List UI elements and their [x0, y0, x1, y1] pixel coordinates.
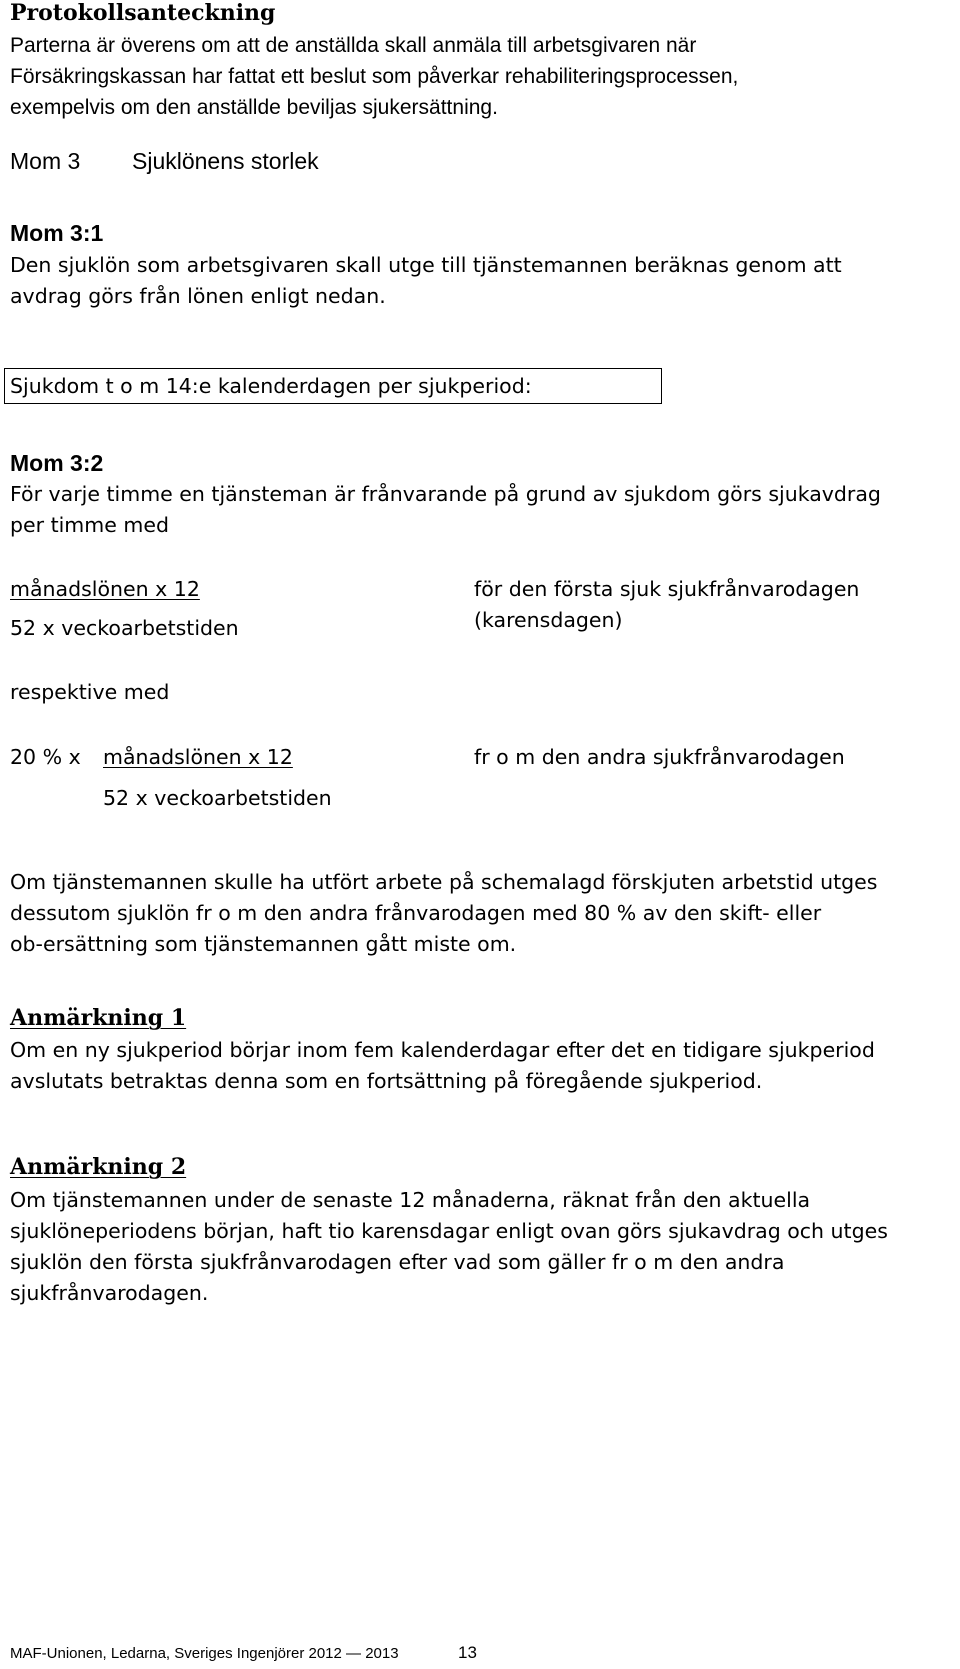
- note1-line: avslutats betraktas denna som en fortsättning på föregående sjukperiod.: [10, 1069, 763, 1093]
- protocol-text: [10, 30, 738, 123]
- respektive-text: respektive med: [10, 680, 170, 704]
- note1-line: Om en ny sjukperiod börjar inom fem kalenderdagar efter det en tidigare sjukperiod: [10, 1038, 875, 1062]
- mom3-1-line: Den sjuklön som arbetsgivaren skall utge till tjänstemannen beräknas genom att: [10, 253, 842, 277]
- protocol-line: Försäkringskassan har fattat ett beslut som påverkar rehabiliteringsprocessen,: [10, 65, 739, 88]
- note2-line: Om tjänstemannen under de senaste 12 månaderna, räknat från den aktuella: [10, 1188, 811, 1212]
- formula2-numerator: månadslönen x 12: [103, 745, 293, 769]
- note2-line: sjukfrånvarodagen.: [10, 1281, 209, 1305]
- note1-text: [10, 1035, 875, 1097]
- formula2-prefix: 20 % x: [10, 745, 81, 769]
- note2-line: sjuklöneperiodens början, haft tio karensdagar enligt ovan görs sjukavdrag och utges: [10, 1219, 888, 1243]
- formula1-numerator: månadslönen x 12: [10, 577, 200, 601]
- mom3-2-line: För varje timme en tjänsteman är frånvarande på grund av sjukdom görs sjukavdrag: [10, 482, 881, 506]
- formula2-denominator: 52 x veckoarbetstiden: [103, 786, 332, 810]
- mom3-number: Mom 3: [10, 148, 81, 174]
- note1-heading: Anmärkning 1: [10, 1005, 187, 1031]
- mom3-2-text: [10, 479, 881, 541]
- note2-text: [10, 1185, 888, 1309]
- protocol-title: Protokollsanteckning: [10, 0, 276, 26]
- shift-paragraph: [10, 867, 877, 960]
- formula1-denominator: 52 x veckoarbetstiden: [10, 616, 239, 640]
- note2-heading: Anmärkning 2: [10, 1154, 187, 1180]
- page-number: 13: [458, 1643, 477, 1662]
- protocol-line: exempelvis om den anställde beviljas sjukersättning.: [10, 96, 498, 119]
- shift-paragraph-line: dessutom sjuklön fr o m den andra frånvarodagen med 80 % av den skift- eller: [10, 901, 822, 925]
- formula1-description: [474, 574, 859, 636]
- mom3-title: Sjuklönens storlek: [132, 148, 319, 174]
- mom3-2-line: per timme med: [10, 513, 169, 537]
- formula2-description: fr o m den andra sjukfrånvarodagen: [474, 745, 845, 769]
- mom3-1-text: [10, 250, 842, 312]
- protocol-line: Parterna är överens om att de anställda skall anmäla till arbetsgivaren när: [10, 34, 697, 57]
- footer-text: MAF-Unionen, Ledarna, Sveriges Ingenjörer 2012 — 2013: [10, 1645, 399, 1662]
- sick-period-box-label: Sjukdom t o m 14:e kalenderdagen per sjukperiod:: [4, 368, 662, 404]
- mom3-1-line: avdrag görs från lönen enligt nedan.: [10, 284, 386, 308]
- formula1-description-line: för den första sjuk sjukfrånvarodagen: [474, 577, 860, 601]
- note2-line: sjuklön den första sjukfrånvarodagen efter vad som gäller fr o m den andra: [10, 1250, 785, 1274]
- shift-paragraph-line: ob-ersättning som tjänstemannen gått miste om.: [10, 932, 517, 956]
- shift-paragraph-line: Om tjänstemannen skulle ha utfört arbete på schemalagd förskjuten arbetstid utges: [10, 870, 878, 894]
- mom3-2-heading: Mom 3:2: [10, 450, 104, 476]
- formula1-description-line: (karensdagen): [474, 608, 623, 632]
- mom3-1-heading: Mom 3:1: [10, 220, 104, 246]
